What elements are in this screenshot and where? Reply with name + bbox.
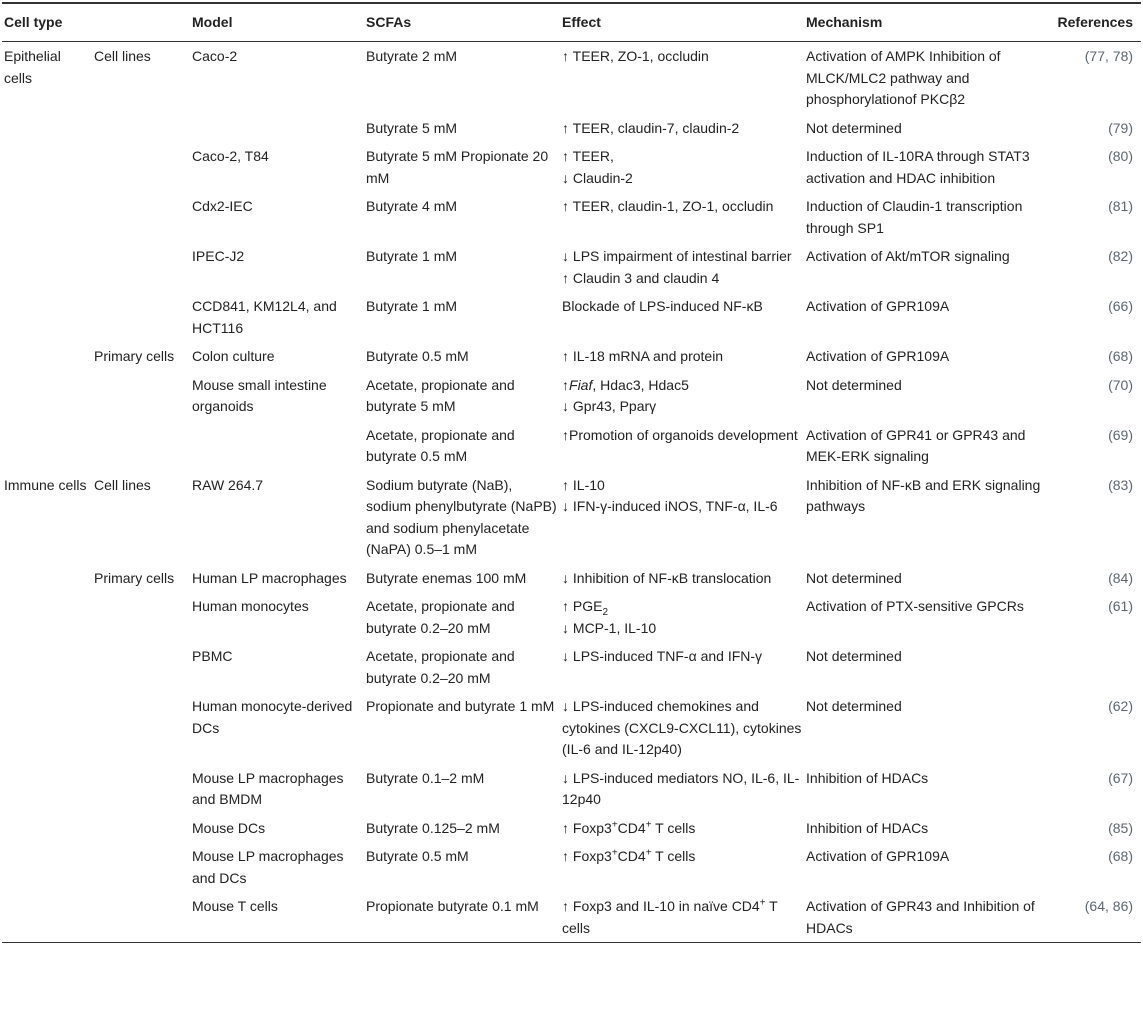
mechanism-cell: Activation of AMPK Inhibition of MLCK/MLC2 pathway and phosphorylationof PKCβ2 (806, 48, 1001, 107)
cell-type-sub: Primary cells (94, 348, 175, 364)
header-row (2, 3, 1141, 42)
scfa-cell: Butyrate 0.125–2 mM (366, 819, 500, 836)
effect-line: Blockade of LPS-induced NF-κB (562, 298, 763, 314)
table-row (2, 342, 1141, 371)
table-row (2, 692, 1141, 764)
cell-type-sub (92, 764, 190, 814)
scfa-cell: Butyrate 0.1–2 mM (366, 769, 485, 786)
cell-type-group (2, 642, 92, 692)
scfa-cell: Acetate, propionate and butyrate 0.5 mM (366, 426, 515, 464)
effect-line: ↓ LPS-induced mediators NO, IL-6, IL-12p40 (562, 769, 800, 807)
table-row (2, 564, 1141, 593)
scfa-cell: Butyrate 5 mM (366, 119, 458, 136)
scfa-cell: Butyrate 2 mM (366, 48, 458, 64)
mechanism-cell: Activation of Akt/mTOR signaling (806, 248, 1010, 264)
effect-line: ↑ Foxp3+CD4+ T cells (562, 847, 696, 864)
effect-line: ↑ IL-18 mRNA and protein (562, 348, 724, 364)
model-cell (190, 114, 364, 143)
cell-type-group: Epithelial cells (4, 48, 61, 86)
references-cell: (69) (1108, 426, 1134, 443)
model-cell: Caco-2, T84 (192, 148, 269, 164)
model-cell: RAW 264.7 (192, 476, 264, 493)
cell-type-sub (92, 114, 190, 143)
cell-type-group (2, 342, 92, 371)
effect-cell (560, 421, 804, 471)
model-cell: IPEC-J2 (192, 248, 245, 264)
cell-type-sub (92, 592, 190, 642)
mechanism-cell: Inhibition of HDACs (806, 819, 929, 836)
cell-type-group (2, 814, 92, 843)
model-cell: PBMC (192, 648, 233, 664)
effect-line: ↓ MCP-1, IL-10 (562, 619, 657, 636)
effect-line: ↓ Inhibition of NF-κB translocation (562, 569, 772, 586)
model-cell: Mouse LP macrophages and BMDM (192, 769, 344, 807)
references-cell: (80) (1108, 148, 1134, 164)
model-cell: Human monocytes (192, 598, 309, 614)
cell-type-group (2, 892, 92, 943)
references-cell: (67) (1108, 769, 1134, 786)
references-cell: (81) (1108, 198, 1134, 214)
scfa-cell: Butyrate enemas 100 mM (366, 569, 527, 586)
cell-type-group (2, 421, 92, 471)
mechanism-cell: Inhibition of NF-κB and ERK signaling pathways (806, 476, 1041, 514)
mechanism-cell: Activation of GPR109A (806, 348, 950, 364)
table-row (2, 42, 1141, 114)
table-row (2, 142, 1141, 192)
effect-line: ↑Fiaf, Hdac3, Hdac5 (562, 376, 689, 393)
mechanism-cell: Inhibition of HDACs (806, 769, 929, 786)
effect-line: ↑ Claudin 3 and claudin 4 (562, 269, 720, 286)
references-cell: (83) (1108, 476, 1134, 493)
references-cell: (64, 86) (1048, 892, 1141, 943)
table-row (2, 842, 1141, 892)
effect-line: ↓ Gpr43, Pparγ (562, 398, 657, 414)
cell-type-group: Immune cells (4, 476, 87, 493)
table-row (2, 764, 1141, 814)
effect-line: ↑ TEER, (562, 148, 614, 164)
model-cell: Mouse T cells (190, 892, 364, 943)
cell-type-sub (92, 371, 190, 421)
cell-type-sub (92, 842, 190, 892)
effect-cell (560, 564, 804, 593)
cell-type-sub (92, 192, 190, 242)
model-cell: Mouse small intestine organoids (192, 376, 327, 414)
mechanism-cell: Activation of GPR41 or GPR43 and MEK-ERK signaling (806, 426, 1026, 464)
scfa-cell: Sodium butyrate (NaB), sodium phenylbutyrate (NaPB) and sodium phenylacetate (NaPA) 0.5–1 mM (366, 476, 557, 557)
header-model: Model (190, 3, 364, 42)
table-row (2, 242, 1141, 292)
references-cell: (66) (1108, 298, 1134, 314)
cell-type-group (2, 371, 92, 421)
model-cell (190, 421, 364, 471)
model-cell: Mouse LP macrophages and DCs (192, 848, 344, 886)
mechanism-cell: Not determined (806, 698, 902, 714)
model-cell: Cdx2-IEC (192, 198, 253, 214)
scfa-cell: Acetate, propionate and butyrate 5 mM (366, 376, 515, 414)
effect-cell (560, 342, 804, 371)
cell-type-group (2, 242, 92, 292)
cell-type-sub (92, 142, 190, 192)
effect-cell (560, 642, 804, 692)
effect-cell (560, 242, 804, 292)
cell-type-sub (92, 814, 190, 843)
cell-type-group (2, 764, 92, 814)
effect-cell (560, 142, 804, 192)
references-cell: (85) (1108, 819, 1134, 836)
mechanism-cell: Induction of Claudin-1 transcription through SP1 (806, 198, 1023, 236)
references-cell: (68) (1108, 348, 1134, 364)
header-mechanism: Mechanism (804, 3, 1048, 42)
cell-type-group (2, 564, 92, 593)
effect-cell (560, 471, 804, 564)
cell-type-sub (92, 692, 190, 764)
mechanism-cell: Not determined (806, 648, 902, 664)
effect-cell (560, 42, 804, 114)
table-row (2, 471, 1141, 564)
model-cell: Caco-2 (192, 48, 238, 64)
effect-line: ↑ $PGE_2$ (562, 598, 609, 618)
model-cell: Human LP macrophages (192, 569, 347, 586)
scfa-cell: Butyrate 1 mM (366, 248, 458, 264)
table-row (2, 814, 1141, 843)
effect-cell (560, 842, 804, 892)
effect-cell (560, 592, 804, 642)
cell-type-group (2, 114, 92, 143)
effect-cell (560, 371, 804, 421)
header-effect: Effect (560, 3, 804, 42)
effect-line: ↑Promotion of organoids development (562, 426, 798, 443)
references-cell (1048, 642, 1141, 692)
header-references: References (1048, 3, 1141, 42)
effect-line: ↑ TEER, claudin-7, claudin-2 (562, 119, 740, 136)
references-cell: (62) (1108, 698, 1134, 714)
effect-line: ↑ IL-10 (562, 476, 605, 493)
cell-type-sub (92, 642, 190, 692)
effect-cell (560, 814, 804, 843)
effect-cell (560, 292, 804, 342)
cell-type-group (2, 692, 92, 764)
cell-type-sub: Cell lines (94, 476, 151, 493)
references-cell: (61) (1108, 598, 1134, 614)
table-body (2, 42, 1141, 943)
cell-type-group (2, 142, 92, 192)
effect-line: ↓ Claudin-2 (562, 169, 633, 186)
header-cell-type: Cell type (2, 3, 190, 42)
cell-type-sub (92, 242, 190, 292)
references-cell: (84) (1108, 569, 1134, 586)
cell-type-group (2, 192, 92, 242)
model-cell: CCD841, KM12L4, and HCT116 (192, 298, 337, 336)
scfa-cell: Acetate, propionate and butyrate 0.2–20 mM (366, 598, 515, 636)
mechanism-cell: Not determined (806, 569, 902, 586)
effect-line: ↓ LPS impairment of intestinal barrier (562, 248, 792, 264)
table-row (2, 114, 1141, 143)
effect-cell (560, 892, 804, 943)
table-row (2, 192, 1141, 242)
effect-cell (560, 692, 804, 764)
header-scfas: SCFAs (364, 3, 560, 42)
effect-line: ↓ LPS-induced TNF-α and IFN-γ (562, 648, 763, 664)
references-cell: (79) (1108, 119, 1134, 136)
mechanism-cell: Activation of GPR109A (806, 298, 950, 314)
scfa-cell: Butyrate 1 mM (366, 298, 458, 314)
cell-type-group (2, 592, 92, 642)
scfa-cell: Propionate and butyrate 1 mM (366, 698, 555, 714)
mechanism-cell: Not determined (806, 376, 902, 393)
mechanism-cell: Not determined (806, 119, 902, 136)
effect-cell (560, 764, 804, 814)
effect-line: ↓ IFN-γ-induced iNOS, TNF-α, IL-6 (562, 498, 778, 514)
cell-type-sub (92, 292, 190, 342)
effect-line: ↑ Foxp3+CD4+ T cells (562, 818, 696, 836)
cell-type-sub (92, 421, 190, 471)
scfa-cell: Butyrate 4 mM (366, 198, 458, 214)
references-cell: (68) (1108, 848, 1134, 864)
cell-type-group (2, 842, 92, 892)
mechanism-cell: Activation of GPR43 and Inhibition of HDACs (804, 892, 1048, 943)
references-cell: (77, 78) (1084, 48, 1134, 64)
scfa-cell: Acetate, propionate and butyrate 0.2–20 mM (366, 648, 515, 686)
mechanism-cell: Induction of IL-10RA through STAT3 activation and HDAC inhibition (806, 148, 1030, 186)
effect-line: ↑ TEER, ZO-1, occludin (562, 48, 709, 64)
scfa-cell: Butyrate 5 mM Propionate 20 mM (366, 148, 549, 186)
mechanism-cell: Activation of PTX-sensitive GPCRs (806, 598, 1024, 614)
table-row (2, 421, 1141, 471)
table-row (2, 371, 1141, 421)
effect-line: ↑ Foxp3 and IL-10 in naïve CD4+ T cells (562, 897, 778, 936)
effect-line: ↓ LPS-induced chemokines and cytokines (CXCL9-CXCL11), cytokines (IL-6 and IL-12p40) (562, 698, 802, 757)
cell-type-sub (92, 892, 190, 943)
table-row (2, 592, 1141, 642)
effect-cell (560, 114, 804, 143)
references-cell: (70) (1108, 376, 1134, 393)
cell-type-sub: Cell lines (94, 48, 151, 64)
model-cell: Colon culture (192, 348, 275, 364)
model-cell: Human monocyte-derived DCs (192, 698, 353, 736)
scfa-cell: Butyrate 0.5 mM (366, 848, 469, 864)
table-row (2, 892, 1141, 943)
references-cell: (82) (1108, 248, 1134, 264)
table-row (2, 292, 1141, 342)
scfa-cell: Propionate butyrate 0.1 mM (364, 892, 560, 943)
model-cell: Mouse DCs (192, 819, 266, 836)
cell-type-group (2, 292, 92, 342)
scfa-cell: Butyrate 0.5 mM (366, 348, 469, 364)
cell-type-sub: Primary cells (94, 569, 175, 586)
effect-cell (560, 192, 804, 242)
table-row (2, 642, 1141, 692)
scfa-effects-table (2, 2, 1141, 943)
mechanism-cell: Activation of GPR109A (806, 848, 950, 864)
effect-line: ↑ TEER, claudin-1, ZO-1, occludin (562, 198, 774, 214)
